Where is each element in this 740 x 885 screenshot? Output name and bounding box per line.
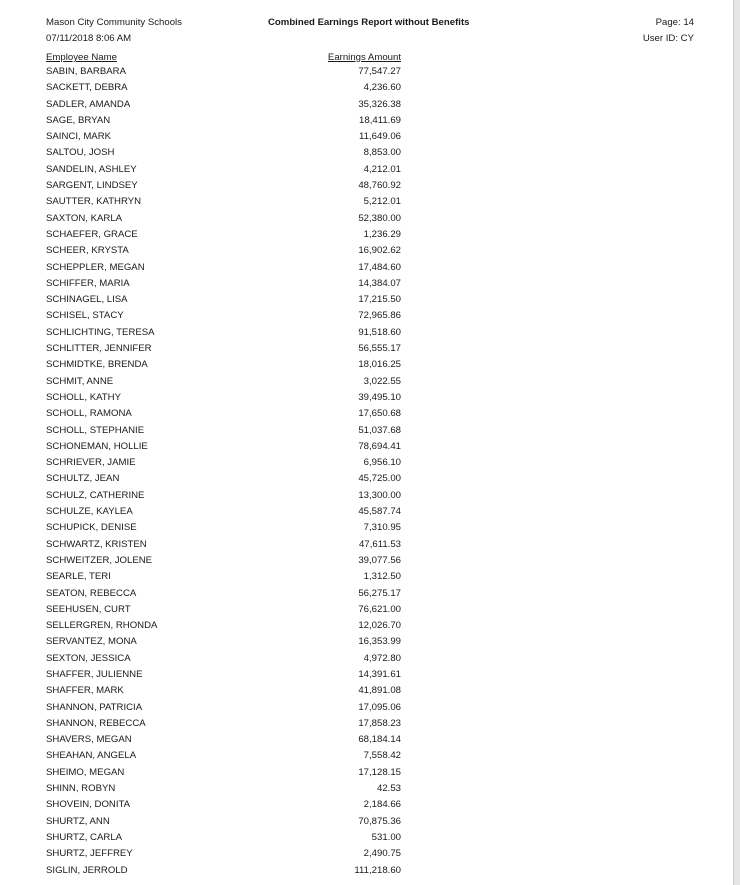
table-row: [46, 846, 401, 862]
employee-name: SALTOU, JOSH: [46, 147, 115, 159]
table-row: [46, 325, 401, 341]
employee-name: SCHAEFER, GRACE: [46, 228, 138, 240]
earnings-amount: 45,587.74: [358, 506, 401, 518]
employee-name: SABIN, BARBARA: [46, 66, 126, 77]
earnings-amount: 1,236.29: [363, 228, 401, 240]
earnings-amount: 76,621.00: [358, 603, 401, 615]
table-row: [46, 162, 401, 178]
earnings-amount: 78,694.41: [358, 440, 401, 452]
table-row: [46, 243, 401, 259]
report-datetime: 07/11/2018 8:06 AM: [46, 33, 132, 44]
employee-name: SAGE, BRYAN: [46, 114, 111, 126]
earnings-amount: 4,212.01: [363, 163, 401, 175]
employee-name: SCHULZ, CATHERINE: [46, 489, 145, 501]
employee-name: SAUTTER, KATHRYN: [46, 196, 142, 208]
earnings-amount: 1,312.50: [363, 571, 401, 583]
table-row: [46, 863, 401, 879]
employee-name: SHINN, ROBYN: [46, 783, 116, 795]
earnings-amount: 13,300.00: [358, 489, 401, 501]
employee-name: SCHULZE, KAYLEA: [46, 506, 133, 518]
earnings-amount: 14,391.61: [358, 668, 401, 680]
employee-name: SCHMIDTKE, BRENDA: [46, 359, 148, 371]
table-row: [46, 471, 401, 487]
earnings-amount: 39,077.56: [358, 554, 401, 566]
earnings-amount: 17,484.60: [358, 261, 401, 273]
table-row: [46, 341, 401, 357]
employee-name: SCHIFFER, MARIA: [46, 277, 130, 289]
earnings-amount: 17,215.50: [358, 294, 401, 306]
earnings-amount: 77,547.27: [358, 66, 401, 77]
table-row: [46, 716, 401, 732]
report-header: [46, 17, 694, 47]
employee-name: SCHEPPLER, MEGAN: [46, 261, 145, 273]
table-row: [46, 211, 401, 227]
table-row: [46, 129, 401, 145]
employee-name: SHURTZ, ANN: [46, 815, 110, 827]
earnings-amount: 5,212.01: [363, 196, 401, 208]
earnings-amount: 72,965.86: [358, 310, 401, 322]
employee-name: SCHRIEVER, JAMIE: [46, 457, 136, 469]
earnings-table: [46, 64, 401, 879]
table-row: [46, 292, 401, 308]
table-row: [46, 748, 401, 764]
employee-name: SCHWEITZER, JOLENE: [46, 554, 153, 566]
earnings-amount: 7,310.95: [363, 522, 401, 534]
table-row: [46, 227, 401, 243]
earnings-amount: 45,725.00: [358, 473, 401, 485]
table-row: [46, 406, 401, 422]
earnings-amount: 2,490.75: [363, 848, 401, 860]
employee-name: SCHLITTER, JENNIFER: [46, 343, 152, 355]
employee-name: SCHUPICK, DENISE: [46, 522, 137, 534]
table-row: [46, 667, 401, 683]
earnings-amount: 12,026.70: [358, 620, 401, 632]
table-row: [46, 276, 401, 292]
table-row: [46, 97, 401, 113]
earnings-amount: 17,128.15: [358, 766, 401, 778]
employee-name: SHOVEIN, DONITA: [46, 799, 131, 811]
table-row: [46, 520, 401, 536]
employee-name: SHURTZ, JEFFREY: [46, 848, 133, 860]
employee-name: SHURTZ, CARLA: [46, 831, 123, 843]
user-id: User ID: CY: [642, 33, 694, 44]
table-row: [46, 488, 401, 504]
employee-name: SCHMIT, ANNE: [46, 375, 114, 387]
employee-name: SHANNON, REBECCA: [46, 717, 146, 729]
organization-name: Mason City Community Schools: [46, 17, 182, 28]
earnings-amount: 47,611.53: [359, 538, 401, 550]
table-row: [46, 651, 401, 667]
employee-name: SCHEER, KRYSTA: [46, 245, 129, 257]
table-row: [46, 390, 401, 406]
page-number: Page: 14: [655, 17, 694, 28]
employee-name: SACKETT, DEBRA: [46, 82, 128, 94]
table-row: [46, 537, 401, 553]
table-row: [46, 64, 401, 80]
table-row: [46, 830, 401, 846]
employee-name: SANDELIN, ASHLEY: [46, 163, 137, 175]
employee-name: SERVANTEZ, MONA: [46, 636, 137, 648]
earnings-amount: 91,518.60: [358, 326, 401, 338]
table-row: [46, 504, 401, 520]
earnings-amount: 17,858.23: [358, 717, 401, 729]
employee-name: SCHWARTZ, KRISTEN: [46, 538, 147, 550]
earnings-amount: 39,495.10: [358, 391, 401, 403]
table-row: [46, 569, 401, 585]
employee-name: SEEHUSEN, CURT: [46, 603, 131, 615]
earnings-amount: 111,218.60: [354, 864, 401, 876]
employee-name: SHEIMO, MEGAN: [46, 766, 125, 778]
employee-name: SCHOLL, STEPHANIE: [46, 424, 145, 436]
employee-name: SEXTON, JESSICA: [46, 652, 131, 664]
earnings-amount: 531.00: [371, 831, 401, 843]
earnings-amount: 18,411.69: [359, 114, 401, 126]
earnings-amount: 8,853.00: [363, 147, 401, 159]
employee-name: SCHOLL, KATHY: [46, 391, 121, 403]
table-row: [46, 178, 401, 194]
table-row: [46, 586, 401, 602]
earnings-amount: 16,902.62: [358, 245, 401, 257]
employee-name: SADLER, AMANDA: [46, 98, 131, 110]
employee-name: SCHINAGEL, LISA: [46, 294, 128, 306]
table-row: [46, 732, 401, 748]
earnings-amount: 56,555.17: [358, 343, 401, 355]
employee-name: SAINCI, MARK: [46, 131, 112, 143]
earnings-amount: 18,016.25: [358, 359, 401, 371]
employee-name: SARGENT, LINDSEY: [46, 180, 138, 192]
table-row: [46, 765, 401, 781]
earnings-amount: 7,558.42: [363, 750, 401, 762]
earnings-amount: 11,649.06: [359, 131, 401, 143]
employee-name: SCHONEMAN, HOLLIE: [46, 440, 148, 452]
earnings-amount: 42.53: [376, 783, 401, 795]
table-row: [46, 423, 401, 439]
employee-name: SAXTON, KARLA: [46, 212, 123, 224]
employee-name: SHAFFER, MARK: [46, 685, 124, 697]
table-row: [46, 357, 401, 373]
employee-name-header: Employee Name: [46, 52, 117, 63]
employee-name: SHANNON, PATRICIA: [46, 701, 143, 713]
table-row: [46, 374, 401, 390]
employee-name: SCHLICHTING, TERESA: [46, 326, 155, 338]
table-row: [46, 683, 401, 699]
table-row: [46, 113, 401, 129]
earnings-amount: 52,380.00: [358, 212, 401, 224]
earnings-amount-header: Earnings Amount: [327, 52, 401, 63]
table-row: [46, 618, 401, 634]
earnings-amount: 4,972.80: [363, 652, 401, 664]
table-row: [46, 194, 401, 210]
earnings-amount: 51,037.68: [358, 424, 401, 436]
employee-name: SHAVERS, MEGAN: [46, 734, 132, 746]
employee-name: SCHULTZ, JEAN: [46, 473, 120, 485]
employee-name: SCHOLL, RAMONA: [46, 408, 132, 420]
earnings-amount: 35,326.38: [358, 98, 401, 110]
earnings-amount: 56,275.17: [358, 587, 401, 599]
page-edge: [733, 0, 740, 885]
table-row: [46, 814, 401, 830]
column-headers: [46, 52, 401, 64]
table-row: [46, 260, 401, 276]
earnings-amount: 17,095.06: [358, 701, 401, 713]
employee-name: SEARLE, TERI: [46, 571, 111, 583]
employee-name: SHEAHAN, ANGELA: [46, 750, 137, 762]
table-row: [46, 797, 401, 813]
earnings-amount: 16,353.99: [358, 636, 401, 648]
table-row: [46, 455, 401, 471]
table-row: [46, 80, 401, 96]
earnings-amount: 6,956.10: [363, 457, 401, 469]
earnings-amount: 14,384.07: [358, 277, 401, 289]
earnings-amount: 68,184.14: [358, 734, 401, 746]
table-row: [46, 700, 401, 716]
earnings-amount: 48,760.92: [358, 180, 401, 192]
table-row: [46, 439, 401, 455]
employee-name: SCHISEL, STACY: [46, 310, 124, 322]
report-title: Combined Earnings Report without Benefits: [268, 17, 470, 28]
employee-name: SIGLIN, JERROLD: [46, 864, 128, 876]
earnings-amount: 4,236.60: [363, 82, 401, 94]
table-row: [46, 634, 401, 650]
earnings-amount: 17,650.68: [358, 408, 401, 420]
table-row: [46, 308, 401, 324]
earnings-amount: 2,184.66: [363, 799, 401, 811]
table-row: [46, 553, 401, 569]
employee-name: SHAFFER, JULIENNE: [46, 668, 143, 680]
table-row: [46, 781, 401, 797]
earnings-amount: 3,022.55: [363, 375, 401, 387]
employee-name: SEATON, REBECCA: [46, 587, 137, 599]
earnings-amount: 70,875.36: [358, 815, 401, 827]
earnings-amount: 41,891.08: [358, 685, 401, 697]
table-row: [46, 145, 401, 161]
employee-name: SELLERGREN, RHONDA: [46, 620, 158, 632]
table-row: [46, 602, 401, 618]
